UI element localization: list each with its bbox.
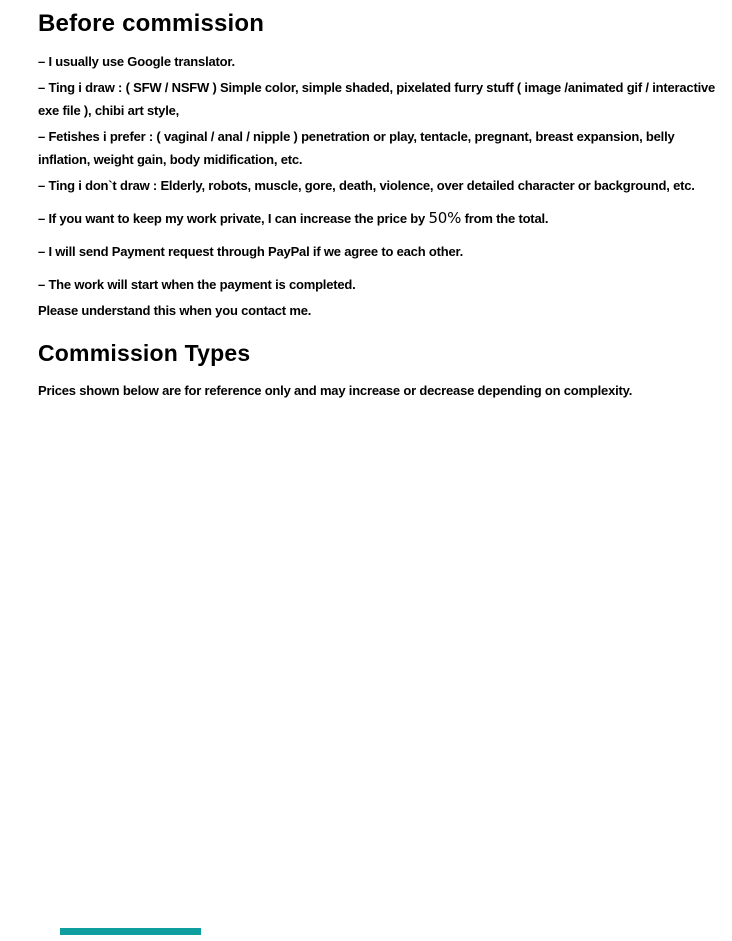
bullet-things-i-draw: – Ting i draw : ( SFW / NSFW ) Simple color, simple shaded, pixelated furry stuff ( image /animated gif / interactive exe file ), chibi art style, xyxy=(38,80,716,118)
private-work-text-suffix: from the total. xyxy=(461,211,549,226)
commission-types-section xyxy=(38,340,724,402)
before-commission-title: Before commission xyxy=(38,10,265,37)
private-work-text-prefix: – If you want to keep my work private, I can increase the price by xyxy=(38,211,429,226)
bullet-fetishes-preferred: – Fetishes i prefer : ( vaginal / anal / nipple ) penetration or play, tentacle, pregnant, breast expansion, belly inflation, weight gain, body midification, etc. xyxy=(38,129,675,167)
partial-table-top-edge xyxy=(60,928,201,935)
bullet-private-work-surcharge xyxy=(38,207,724,230)
closing-note: Please understand this when you contact me. xyxy=(38,303,312,318)
commission-types-subtitle: Prices shown below are for reference only and may increase or decrease depending on complexity. xyxy=(38,383,633,398)
bullet-things-i-dont-draw: – Ting i don`t draw : Elderly, robots, muscle, gore, death, violence, over detailed character or background, etc. xyxy=(38,178,695,193)
commission-types-title: Commission Types xyxy=(38,340,251,366)
price-increase-percent: 50% xyxy=(428,209,462,227)
bullet-work-start: – The work will start when the payment is completed. xyxy=(38,277,356,292)
bullet-google-translator: – I usually use Google translator. xyxy=(38,54,235,69)
before-commission-section xyxy=(38,10,724,322)
bullet-paypal-request: – I will send Payment request through PayPal if we agree to each other. xyxy=(38,244,464,259)
